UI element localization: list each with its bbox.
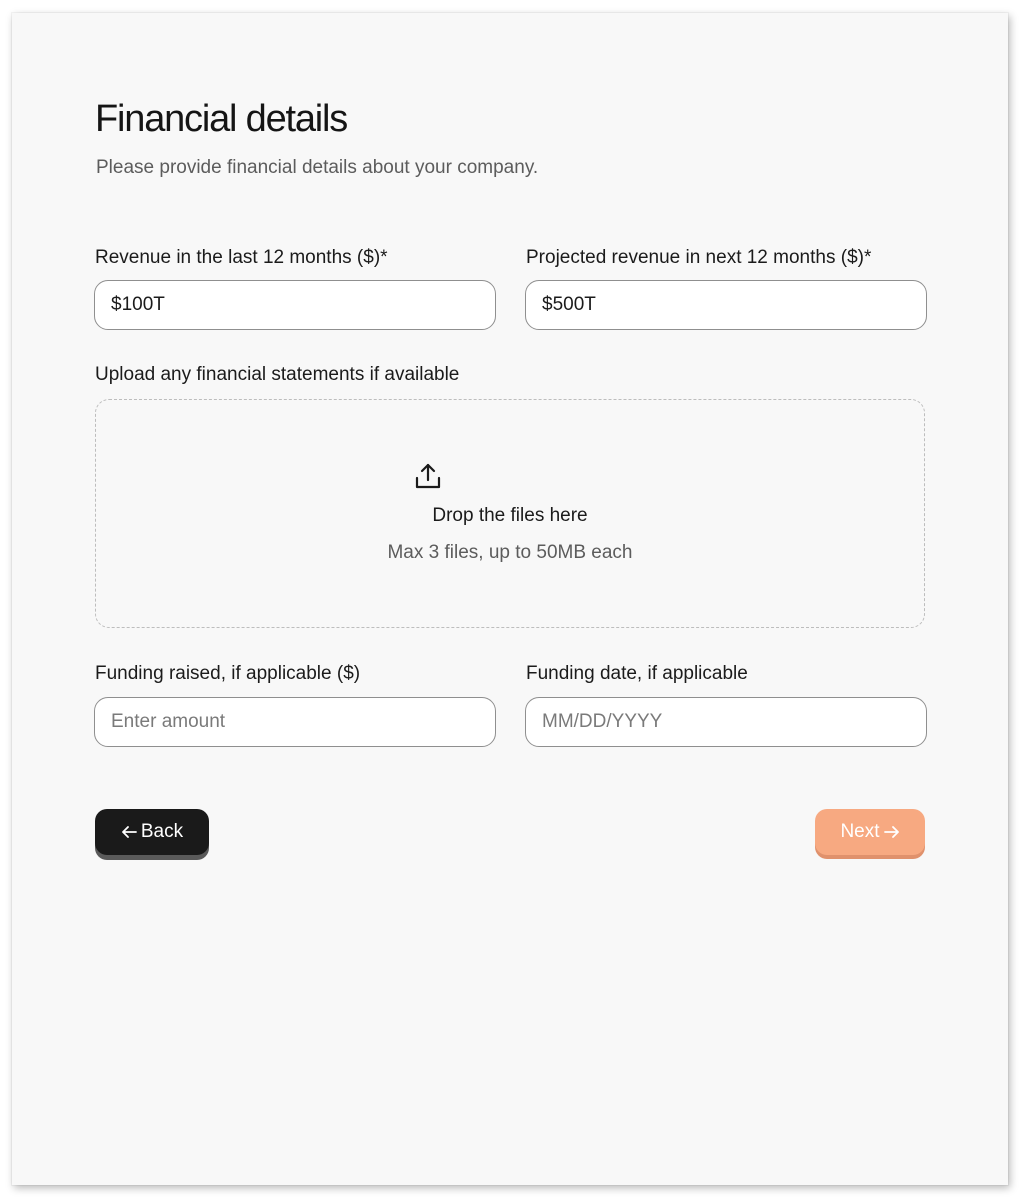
upload-label: Upload any financial statements if available (95, 364, 460, 385)
back-button[interactable] (95, 809, 209, 855)
projected-revenue-label: Projected revenue in next 12 months ($)* (526, 247, 872, 268)
arrow-left-icon (121, 825, 137, 839)
dropzone-title: Drop the files here (432, 505, 588, 526)
funding-raised-input[interactable] (94, 697, 496, 747)
upload-icon (414, 461, 442, 491)
funding-date-label: Funding date, if applicable (526, 663, 748, 684)
back-button-label: Back (140, 821, 184, 842)
dropzone-hint: Max 3 files, up to 50MB each (387, 542, 633, 563)
revenue-last-12-input[interactable] (94, 280, 496, 330)
arrow-right-icon (884, 825, 900, 839)
page-subtitle: Please provide financial details about your company. (96, 157, 539, 178)
revenue-last-12-label: Revenue in the last 12 months ($)* (95, 247, 388, 268)
next-button[interactable] (815, 809, 925, 855)
page-title: Financial details (95, 98, 348, 140)
next-button-label: Next (840, 821, 880, 842)
projected-revenue-input[interactable] (525, 280, 927, 330)
funding-date-input[interactable] (525, 697, 927, 747)
form-window (12, 13, 1008, 1185)
funding-raised-label: Funding raised, if applicable ($) (95, 663, 361, 684)
